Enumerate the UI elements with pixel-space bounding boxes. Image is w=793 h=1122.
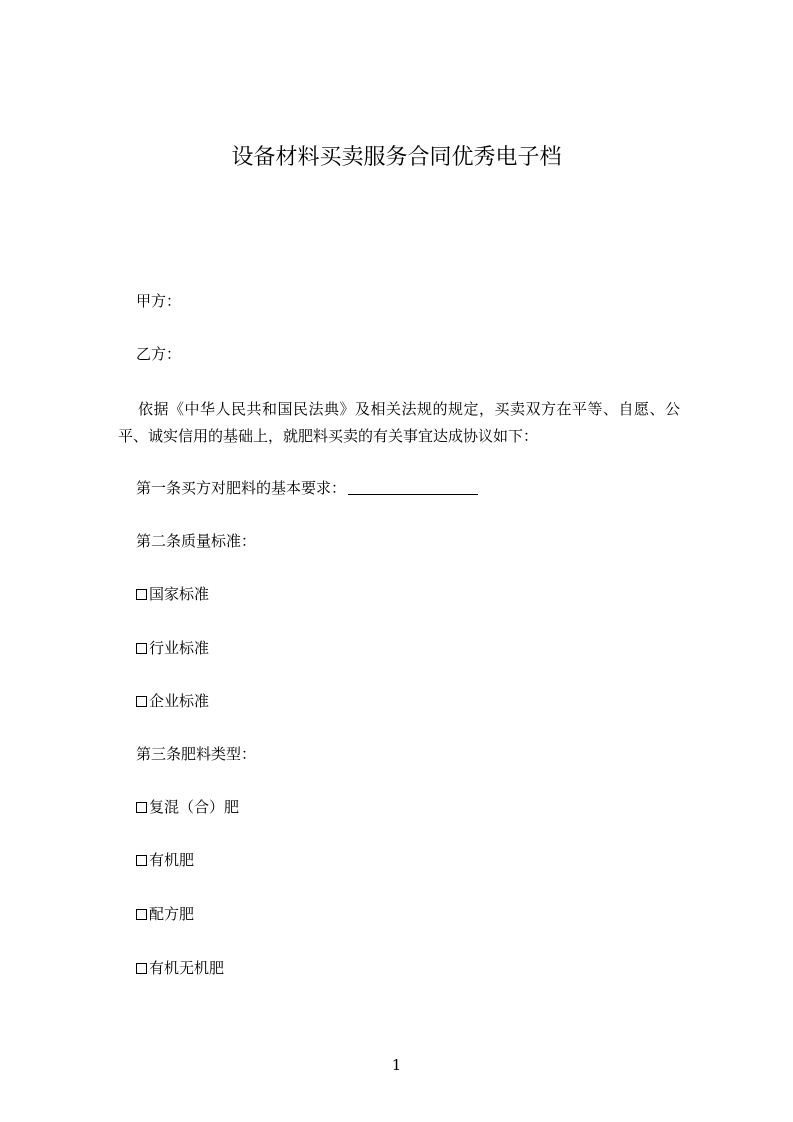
party-a-label: 甲方： (136, 292, 182, 310)
quality-option (136, 638, 209, 658)
page-number: 1 (391, 1056, 402, 1074)
fertilizer-option (136, 904, 194, 924)
fertilizer-option-label: 有机无机肥 (149, 959, 225, 977)
quality-option-label: 国家标准 (149, 585, 210, 603)
article-1-blank[interactable] (348, 479, 478, 495)
quality-option (136, 584, 209, 604)
fertilizer-option (136, 797, 239, 817)
checkbox-icon[interactable] (136, 802, 147, 813)
checkbox-icon[interactable] (136, 909, 147, 920)
article-1-text: 第一条买方对肥料的基本要求： (136, 479, 347, 497)
document-title: 设备材料买卖服务合同优秀电子档 (231, 145, 562, 170)
checkbox-icon[interactable] (136, 963, 147, 974)
checkbox-icon[interactable] (136, 696, 147, 707)
quality-option-label: 行业标准 (149, 639, 210, 657)
checkbox-icon[interactable] (136, 855, 147, 866)
intro-paragraph: 依据《中华人民共和国民法典》及相关法规的规定，买卖双方在平等、自愿、公平、诚实信用的基础上，就肥料买卖的有关事宜达成协议如下： (118, 400, 680, 445)
party-b-label: 乙方： (136, 345, 182, 363)
fertilizer-option (136, 958, 224, 978)
fertilizer-option-label: 配方肥 (149, 905, 195, 923)
fertilizer-option-label: 有机肥 (149, 851, 195, 869)
checkbox-icon[interactable] (136, 589, 147, 600)
fertilizer-option-label: 复混（合）肥 (149, 798, 240, 816)
quality-option-label: 企业标准 (149, 692, 210, 710)
quality-option (136, 691, 209, 711)
fertilizer-option (136, 850, 194, 870)
article-1 (136, 478, 478, 498)
article-3: 第三条肥料类型： (136, 745, 257, 763)
article-2: 第二条质量标准： (136, 532, 257, 550)
checkbox-icon[interactable] (136, 643, 147, 654)
